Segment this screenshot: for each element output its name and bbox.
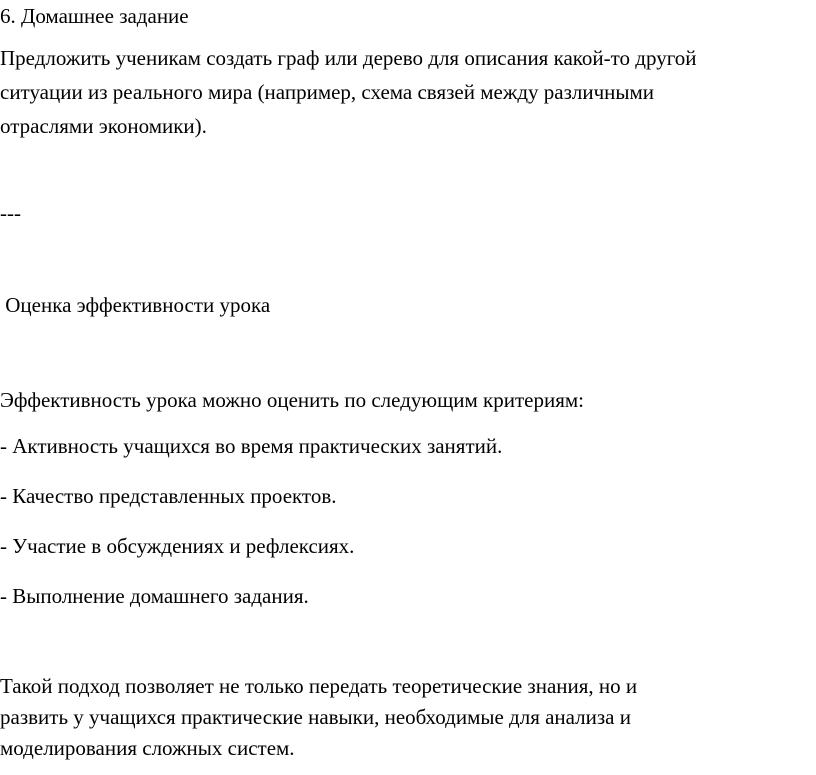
homework-heading: 6. Домашнее задание [0,4,189,28]
evaluation-heading: Оценка эффективности урока [0,293,271,317]
criteria-item-homework: - Выполнение домашнего задания. [0,584,309,608]
criteria-item-activity: - Активность учащихся во время практических занятий. [0,434,503,458]
conclusion-line-2: развить у учащихся практические навыки, необходимые для анализа и [0,705,631,729]
homework-line-2: ситуации из реального мира (например, схема связей между различными [0,80,655,104]
conclusion-line-3: моделирования сложных систем. [0,736,295,760]
conclusion-line-1: Такой подход позволяет не только передать теоретические знания, но и [0,674,638,698]
criteria-item-projects: - Качество представленных проектов. [0,484,337,508]
evaluation-intro: Эффективность урока можно оценить по следующим критериям: [0,388,584,412]
homework-line-1: Предложить ученикам создать граф или дерево для описания какой-то другой [0,46,697,70]
criteria-item-discussions: - Участие в обсуждениях и рефлексиях. [0,534,355,558]
section-separator: --- [0,201,21,225]
homework-line-3: отраслями экономики). [0,114,207,138]
